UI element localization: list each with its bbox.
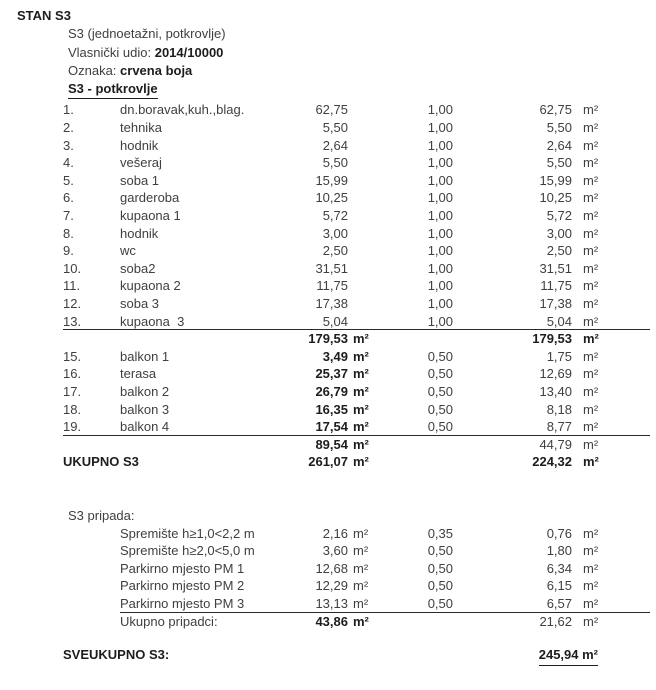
result-value: 5,04 xyxy=(546,313,572,329)
table-row xyxy=(63,101,650,119)
coefficient: 0,50 xyxy=(427,419,453,435)
area-unit xyxy=(348,313,390,331)
row-number: 9. xyxy=(63,243,74,259)
coefficient: 1,00 xyxy=(427,278,453,294)
area-value: 2,50 xyxy=(322,243,348,259)
table-row xyxy=(63,137,650,155)
unit-label: m² xyxy=(583,613,599,629)
area-value: 3,00 xyxy=(322,225,348,241)
area-unit xyxy=(348,207,390,225)
room-name: hodnik xyxy=(120,225,159,241)
area-unit: m² xyxy=(353,419,369,435)
area-value: 10,25 xyxy=(315,190,348,206)
unit-label: m² xyxy=(583,543,599,559)
table-row xyxy=(63,172,650,190)
item-name: Spremište h≥2,0<5,0 m xyxy=(120,543,255,559)
area-value: 16,35 xyxy=(315,401,348,417)
area-cell xyxy=(270,225,390,243)
result-value: 6,34 xyxy=(546,560,572,576)
area-value: 26,79 xyxy=(315,383,348,399)
rooms-subtotal-row xyxy=(63,330,650,348)
row-number: 16. xyxy=(63,366,82,382)
area-value: 5,72 xyxy=(322,208,348,224)
unit-label: m² xyxy=(583,419,599,435)
unit-label: m² xyxy=(583,578,599,594)
area-value: 12,68 xyxy=(315,560,348,576)
row-number: 1. xyxy=(63,102,74,118)
area-unit xyxy=(348,154,390,172)
table-row xyxy=(63,295,650,313)
result-value: 6,15 xyxy=(546,578,572,594)
area-unit xyxy=(348,260,390,278)
area-cell xyxy=(270,137,390,155)
unit-label: m² xyxy=(583,208,599,224)
area-unit: m² xyxy=(353,578,369,594)
coefficient: 1,00 xyxy=(427,296,453,312)
area-unit: m² xyxy=(353,560,369,576)
area-value: 13,13 xyxy=(315,595,348,611)
room-name: dn.boravak,kuh.,blag. xyxy=(120,102,245,118)
room-name: garderoba xyxy=(120,190,180,206)
area-unit xyxy=(348,172,390,190)
pripada-subtotal-label: Ukupno pripadci: xyxy=(120,613,218,629)
area-unit: m² xyxy=(353,348,369,364)
unit-label: m² xyxy=(583,525,599,541)
pripada-row xyxy=(120,525,650,543)
area-value: 25,37 xyxy=(315,366,348,382)
room-name: balkon 2 xyxy=(120,383,170,399)
table-row xyxy=(63,365,650,383)
unit-label: m² xyxy=(583,401,599,417)
room-name: soba2 xyxy=(120,260,156,276)
pripada-subtotal-row xyxy=(120,613,650,631)
area-unit xyxy=(348,242,390,260)
result-value: 5,72 xyxy=(546,208,572,224)
coefficient: 0,50 xyxy=(427,595,453,611)
room-name: terasa xyxy=(120,366,157,382)
area-cell xyxy=(270,348,390,366)
result-value: 11,75 xyxy=(540,278,572,294)
unit-label: m² xyxy=(583,595,599,611)
coefficient: 0,35 xyxy=(427,525,453,541)
unit-label: m² xyxy=(583,243,599,259)
mark-label: Oznaka: xyxy=(68,62,121,78)
coefficient: 1,00 xyxy=(427,260,453,276)
unit-label: m² xyxy=(583,260,599,276)
room-name: soba 1 xyxy=(120,172,160,188)
area-cell xyxy=(270,525,390,543)
table-row xyxy=(63,242,650,260)
table-row xyxy=(63,225,650,243)
result-value: 31,51 xyxy=(539,260,572,276)
result-value: 17,38 xyxy=(539,296,572,312)
unit-label: m² xyxy=(583,190,599,206)
unit-label: m² xyxy=(583,560,599,576)
total-label: UKUPNO S3 xyxy=(63,454,139,470)
pripada-table xyxy=(120,525,650,631)
area-cell xyxy=(270,260,390,278)
result-value: 8,77 xyxy=(546,419,572,435)
result-value: 12,69 xyxy=(539,366,572,382)
area-cell xyxy=(270,542,390,560)
item-name: Spremište h≥1,0<2,2 m xyxy=(120,525,255,541)
total-result-value: 224,32 xyxy=(532,454,572,470)
unit-label: m² xyxy=(583,172,599,188)
coefficient: 1,00 xyxy=(427,243,453,259)
unit-label: m² xyxy=(583,225,599,241)
area-unit xyxy=(348,225,390,243)
room-name: kupaona 2 xyxy=(120,278,181,294)
area-cell xyxy=(270,189,390,207)
area-table xyxy=(63,101,650,470)
result-value: 0,76 xyxy=(546,525,572,541)
result-value: 2,50 xyxy=(546,243,572,259)
row-number: 10. xyxy=(63,260,82,276)
row-number: 13. xyxy=(63,313,82,329)
subtotal-area-unit: m² xyxy=(353,613,369,629)
table-row xyxy=(63,383,650,401)
area-cell xyxy=(270,401,390,419)
row-number: 17. xyxy=(63,383,82,399)
total-area-unit: m² xyxy=(353,454,369,470)
result-value: 62,75 xyxy=(539,102,572,118)
area-value: 3,60 xyxy=(322,543,348,559)
result-value: 1,80 xyxy=(546,543,572,559)
area-value: 17,54 xyxy=(315,419,348,435)
area-unit: m² xyxy=(353,595,369,611)
area-value: 2,64 xyxy=(322,137,348,153)
area-unit: m² xyxy=(353,525,369,541)
coefficient: 1,00 xyxy=(427,313,453,329)
coefficient: 1,00 xyxy=(427,190,453,206)
room-name: kupaona 1 xyxy=(120,208,181,224)
area-value: 5,50 xyxy=(322,155,348,171)
area-value: 2,16 xyxy=(322,525,348,541)
area-cell xyxy=(270,277,390,295)
row-number: 19. xyxy=(63,419,82,435)
result-value: 3,00 xyxy=(546,225,572,241)
subtotal-result-value: 21,62 xyxy=(539,613,572,629)
unit-label: m² xyxy=(583,155,599,171)
area-cell xyxy=(270,295,390,313)
unit-label: m² xyxy=(583,120,599,136)
table-row xyxy=(63,189,650,207)
area-cell xyxy=(270,595,390,613)
area-cell xyxy=(270,242,390,260)
area-unit xyxy=(348,119,390,137)
room-name: soba 3 xyxy=(120,296,160,312)
table-row xyxy=(63,260,650,278)
table-row xyxy=(63,401,650,419)
coefficient: 0,50 xyxy=(427,560,453,576)
row-number: 4. xyxy=(63,155,74,171)
area-value: 31,51 xyxy=(315,260,348,276)
subtotal-area-cell xyxy=(270,436,390,454)
item-name: Parkirno mjesto PM 2 xyxy=(120,578,245,594)
table-row xyxy=(63,119,650,137)
row-number: 2. xyxy=(63,120,74,136)
room-name: wc xyxy=(120,243,136,259)
row-number: 12. xyxy=(63,296,82,312)
grand-total-row xyxy=(63,646,650,666)
result-value: 5,50 xyxy=(546,155,572,171)
coefficient: 0,50 xyxy=(427,401,453,417)
subtotal-area-value: 43,86 xyxy=(315,613,348,629)
area-cell xyxy=(270,207,390,225)
table-row xyxy=(63,313,650,331)
subtotal-area-unit: m² xyxy=(353,436,369,452)
area-cell xyxy=(270,383,390,401)
area-value: 5,04 xyxy=(322,313,348,329)
coefficient: 0,50 xyxy=(427,578,453,594)
coefficient: 0,50 xyxy=(427,366,453,382)
area-unit: m² xyxy=(353,383,369,399)
unit-label: m² xyxy=(583,366,599,382)
room-name: balkon 3 xyxy=(120,401,170,417)
area-value: 62,75 xyxy=(315,102,348,118)
area-value: 11,75 xyxy=(316,278,348,294)
table-row xyxy=(63,207,650,225)
area-unit xyxy=(348,137,390,155)
room-name: hodnik xyxy=(120,137,159,153)
apartment-subtitle: S3 (jednoetažni, potkrovlje) xyxy=(68,26,226,42)
area-cell xyxy=(270,313,390,331)
area-cell xyxy=(270,560,390,578)
area-unit xyxy=(348,101,390,119)
item-name: Parkirno mjesto PM 3 xyxy=(120,595,245,611)
result-value: 1,75 xyxy=(546,348,572,364)
coefficient: 1,00 xyxy=(427,155,453,171)
room-name: balkon 1 xyxy=(120,348,170,364)
section-heading: S3 - potkrovlje xyxy=(68,80,158,99)
section-heading-line xyxy=(68,80,656,99)
area-unit xyxy=(348,277,390,295)
area-value: 12,29 xyxy=(315,578,348,594)
unit-label: m² xyxy=(583,313,599,329)
area-value: 15,99 xyxy=(315,172,348,188)
area-unit: m² xyxy=(353,543,369,559)
table-row xyxy=(63,277,650,295)
grand-total-value: 245,94 m² xyxy=(539,646,598,666)
pripada-heading: S3 pripada: xyxy=(68,507,135,523)
pripada-row xyxy=(120,542,650,560)
area-unit xyxy=(348,295,390,313)
owner-share-label: Vlasnički udio: xyxy=(68,44,155,60)
area-cell xyxy=(270,119,390,137)
result-value: 15,99 xyxy=(539,172,572,188)
subtotal-area-unit: m² xyxy=(353,331,369,347)
owner-share-value: 2014/10000 xyxy=(154,44,224,60)
room-name: tehnika xyxy=(120,120,162,136)
table-row xyxy=(63,348,650,366)
coefficient: 1,00 xyxy=(427,208,453,224)
area-unit: m² xyxy=(353,366,369,382)
table-row xyxy=(63,418,650,436)
result-value: 10,25 xyxy=(539,190,572,206)
pripada-row xyxy=(120,560,650,578)
subtotal-area-value: 89,54 xyxy=(315,436,348,452)
total-area-value: 261,07 xyxy=(308,454,348,470)
subtotal-result-value: 44,79 xyxy=(539,436,572,452)
area-value: 3,49 xyxy=(322,348,348,364)
total-row xyxy=(63,453,650,471)
grand-total-label: SVEUKUPNO S3: xyxy=(63,647,170,663)
row-number: 5. xyxy=(63,172,74,188)
result-value: 8,18 xyxy=(546,401,572,417)
room-name: balkon 4 xyxy=(120,419,170,435)
row-number: 11. xyxy=(63,278,81,294)
subtotal-area-cell xyxy=(270,613,390,631)
subtotal-area-cell xyxy=(270,330,390,348)
row-number: 8. xyxy=(63,225,74,241)
unit-label: m² xyxy=(583,137,599,153)
area-unit: m² xyxy=(353,401,369,417)
unit-label: m² xyxy=(583,383,599,399)
unit-label: m² xyxy=(583,278,599,294)
pripada-row xyxy=(120,577,650,595)
room-name: vešeraj xyxy=(120,155,162,171)
mark-line xyxy=(68,62,656,80)
unit-label: m² xyxy=(583,102,599,118)
area-value: 17,38 xyxy=(315,296,348,312)
area-cell xyxy=(270,172,390,190)
area-cell xyxy=(270,418,390,436)
row-number: 3. xyxy=(63,137,74,153)
pripada-row xyxy=(120,595,650,613)
item-name: Parkirno mjesto PM 1 xyxy=(120,560,245,576)
coefficient: 1,00 xyxy=(427,120,453,136)
row-number: 7. xyxy=(63,208,74,224)
coefficient: 1,00 xyxy=(427,172,453,188)
row-number: 6. xyxy=(63,190,74,206)
unit-label: m² xyxy=(583,454,599,470)
balconies-subtotal-row xyxy=(63,436,650,454)
area-cell xyxy=(270,577,390,595)
page-title: STAN S3 xyxy=(17,8,71,23)
area-cell xyxy=(270,365,390,383)
coefficient: 0,50 xyxy=(427,543,453,559)
area-cell xyxy=(270,101,390,119)
unit-label: m² xyxy=(583,296,599,312)
coefficient: 0,50 xyxy=(427,348,453,364)
row-number: 15. xyxy=(63,348,82,364)
result-value: 6,57 xyxy=(546,595,572,611)
unit-label: m² xyxy=(583,348,599,364)
result-value: 13,40 xyxy=(539,383,572,399)
unit-label: m² xyxy=(583,331,599,347)
area-value: 5,50 xyxy=(322,120,348,136)
table-row xyxy=(63,154,650,172)
result-value: 2,64 xyxy=(546,137,572,153)
coefficient: 1,00 xyxy=(427,225,453,241)
coefficient: 1,00 xyxy=(427,137,453,153)
result-value: 5,50 xyxy=(546,120,572,136)
mark-value: crvena boja xyxy=(120,62,193,78)
area-cell xyxy=(270,154,390,172)
room-name: kupaona 3 xyxy=(120,313,185,329)
coefficient: 1,00 xyxy=(427,102,453,118)
total-area-cell xyxy=(270,453,390,471)
subtotal-result-value: 179,53 xyxy=(532,331,572,347)
unit-label: m² xyxy=(583,436,599,452)
row-number: 18. xyxy=(63,401,82,417)
coefficient: 0,50 xyxy=(427,383,453,399)
owner-share-line xyxy=(68,44,656,62)
subtotal-area-value: 179,53 xyxy=(308,331,348,347)
area-unit xyxy=(348,189,390,207)
